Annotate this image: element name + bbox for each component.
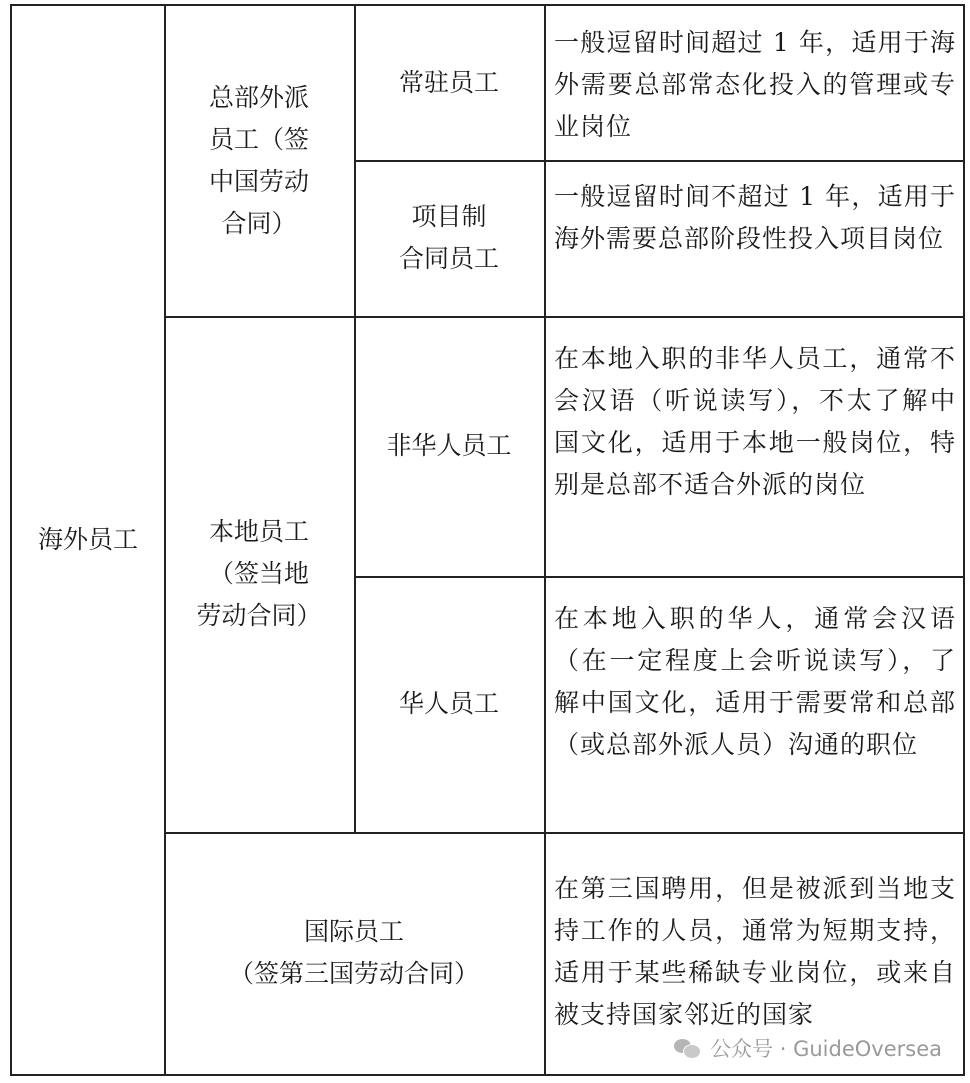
type-cell-project: 项目制 合同员工 — [398, 202, 499, 273]
wechat-icon — [674, 1037, 700, 1059]
employee-type-table — [10, 4, 965, 1076]
column-divider — [544, 6, 546, 1074]
type-cell-chinese: 华人员工 — [398, 689, 499, 718]
type-cell-resident: 常驻员工 — [398, 68, 499, 97]
desc-cell-project: 一般逗留时间不超过 1 年，适用于海外需要总部阶段性投入项目岗位 — [554, 182, 956, 253]
watermark — [674, 1033, 942, 1063]
group-cell-international: 国际员工 （签第三国劳动合同） — [228, 917, 479, 988]
category-label: 海外员工 — [37, 525, 138, 554]
desc-cell-resident: 一般逗留时间超过 1 年，适用于海外需要总部常态化投入的管理或专业岗位 — [554, 28, 956, 141]
category-cell — [12, 6, 164, 1074]
desc-cell-international: 在第三国聘用，但是被派到当地支持工作的人员，通常为短期支持，适用于某些稀缺专业岗位，或来自被支持国家邻近的国家 — [554, 874, 956, 1029]
group-cell-hq-expat: 总部外派 员工（签 中国劳动 合同） — [208, 83, 309, 238]
watermark-text: 公众号 · GuideOversea — [710, 1037, 942, 1061]
type-cell-non-chinese: 非华人员工 — [386, 431, 512, 460]
desc-cell-non-chinese: 在本地入职的非华人员工，通常不会汉语（听说读写），不太了解中国文化，适用于本地一般岗位，特别是总部不适合外派的岗位 — [554, 344, 956, 499]
desc-cell-chinese: 在本地入职的华人，通常会汉语（在一定程度上会听说读写），了解中国文化，适用于需要常和总部（或总部外派人员）沟通的职位 — [554, 604, 956, 759]
group-cell-local: 本地员工 （签当地 劳动合同） — [196, 517, 322, 630]
